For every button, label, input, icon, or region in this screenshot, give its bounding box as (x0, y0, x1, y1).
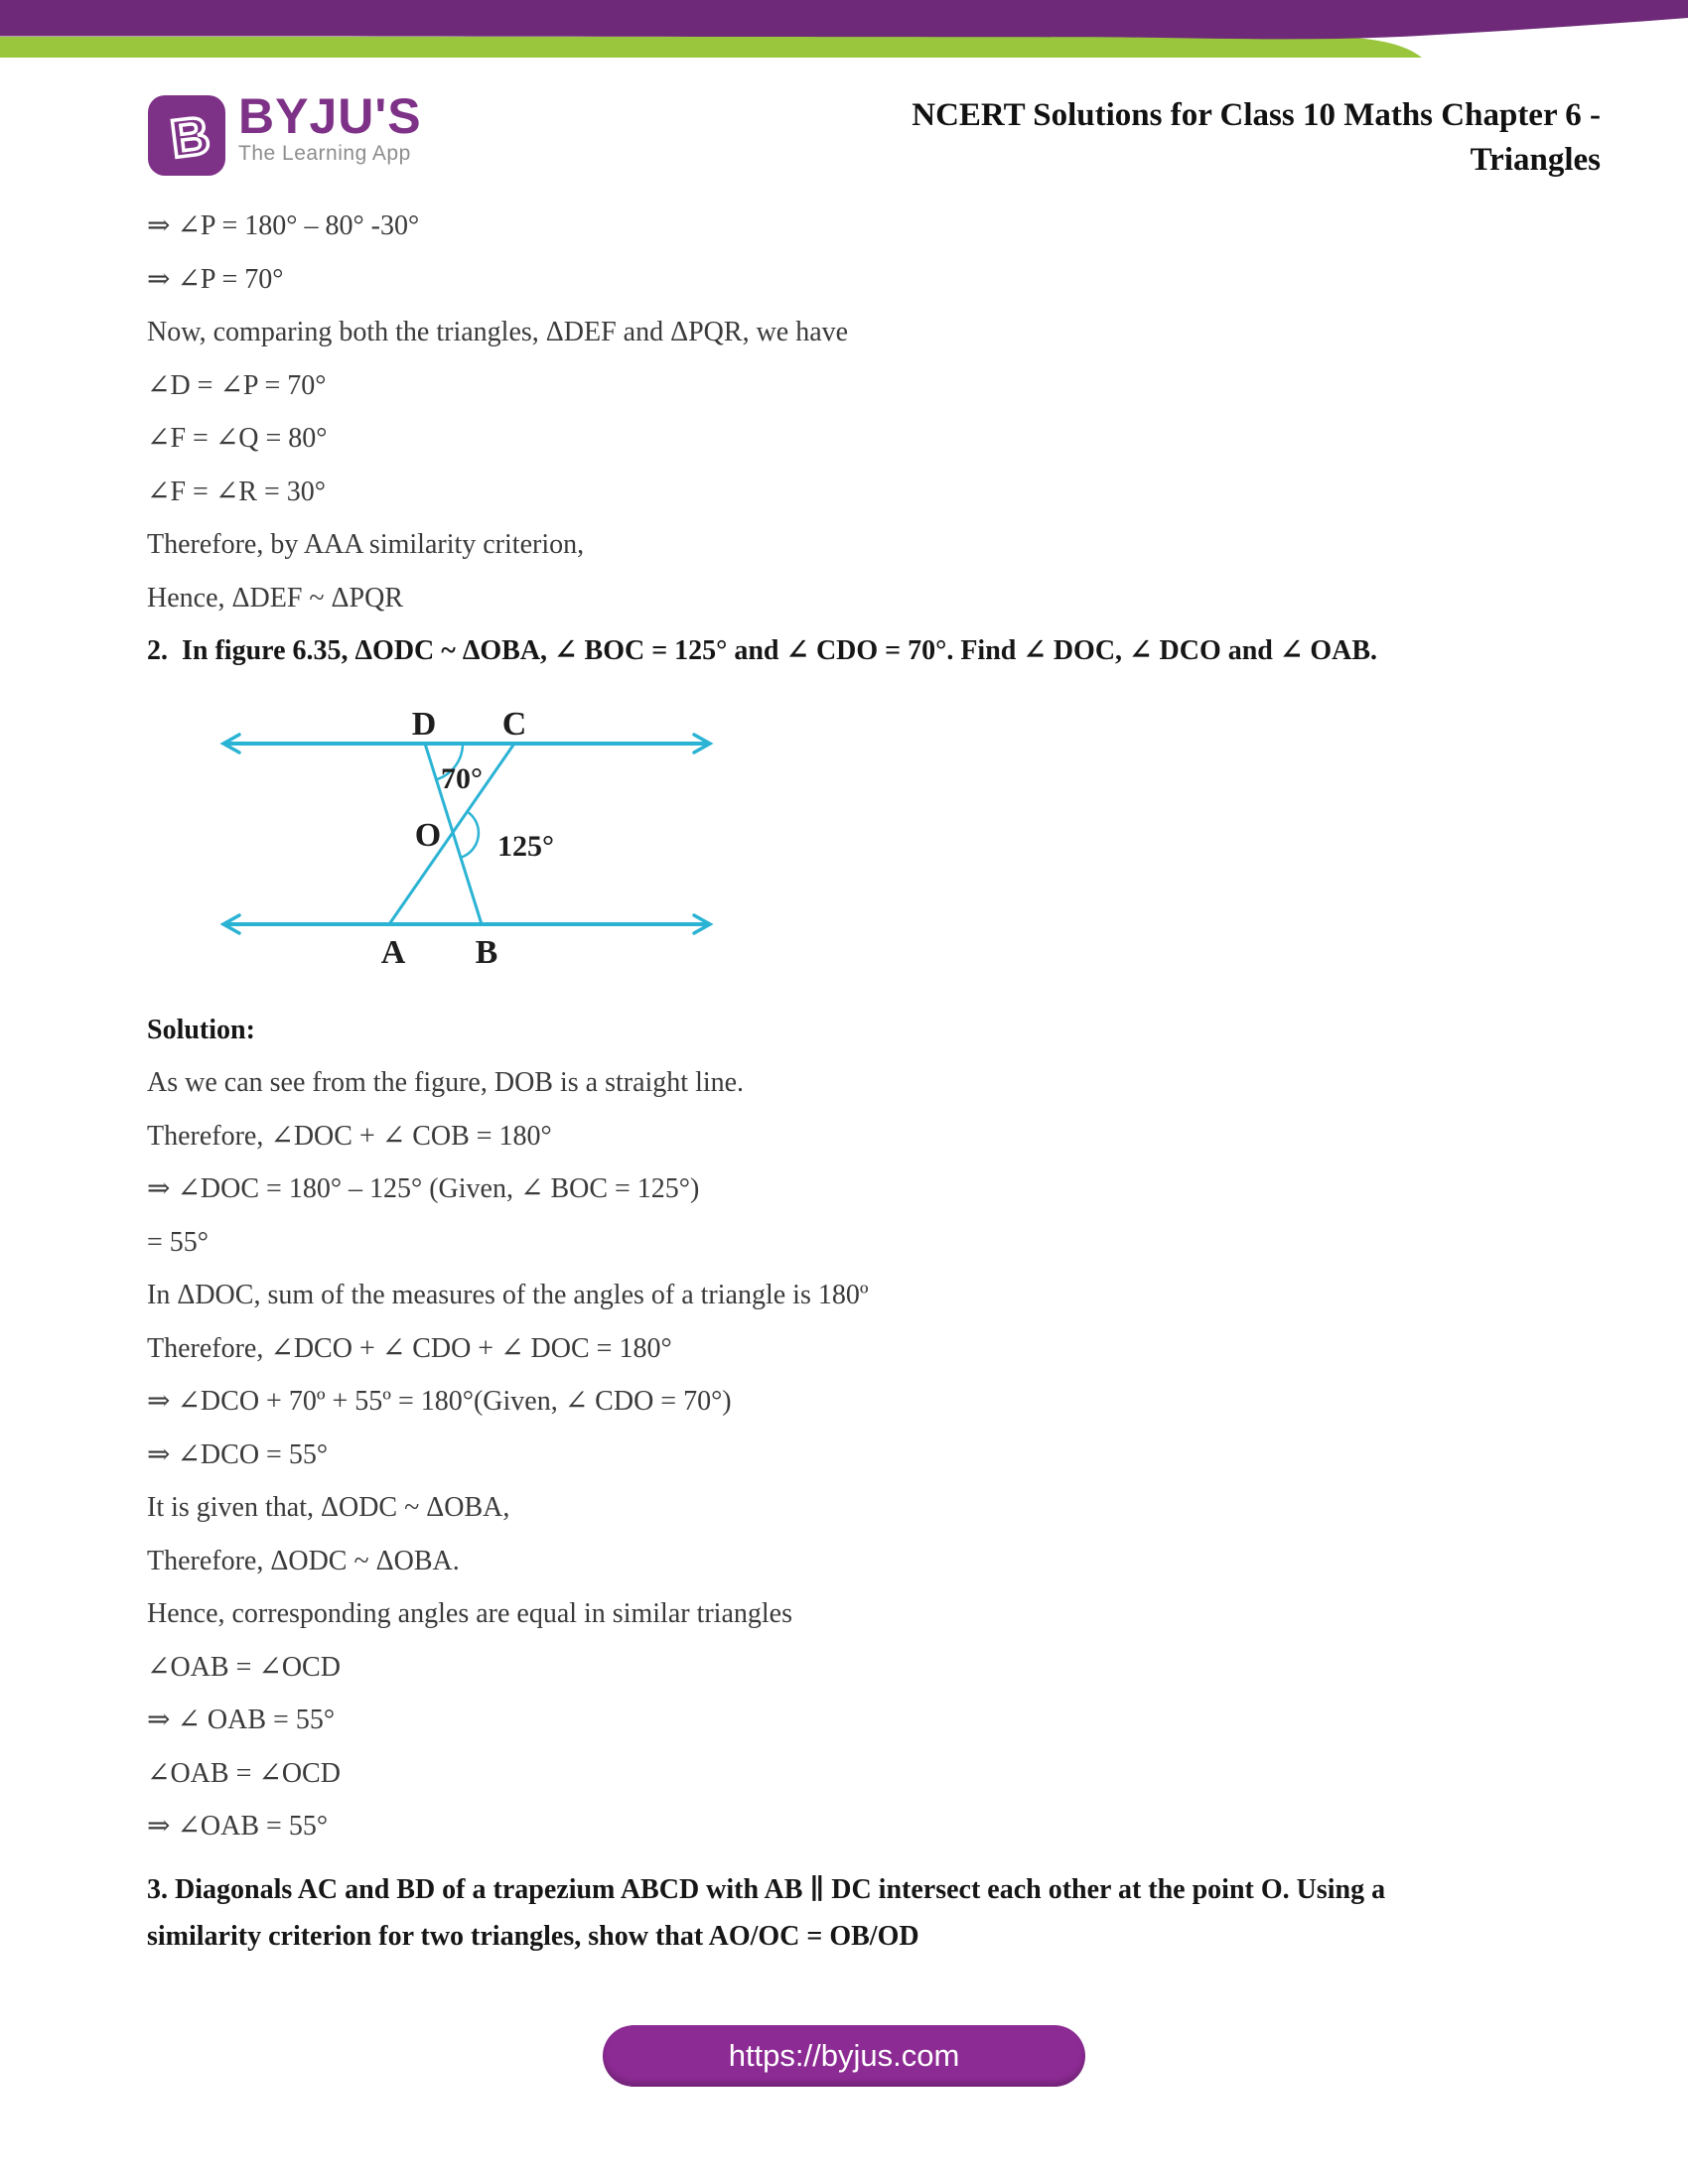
math-line: As we can see from the figure, DOB is a straight line. (147, 1067, 745, 1098)
math-line: ∠F = ∠Q = 80° (147, 423, 328, 454)
solution-heading: Solution: (147, 1014, 255, 1045)
math-line: In ΔDOC, sum of the measures of the angles of a triangle is 180º (147, 1280, 869, 1310)
question-2: 2. In figure 6.35, ΔODC ~ ΔOBA, ∠ BOC = 125° and ∠ CDO = 70°. Find ∠ DOC, ∠ DCO and ∠ OAB. (147, 635, 1377, 666)
byjus-link-button[interactable] (603, 2025, 1085, 2087)
math-line: = 55° (147, 1226, 209, 1258)
figure-label-o: O (414, 816, 442, 854)
byjus-logo (147, 88, 422, 178)
figure-label-a: A (380, 933, 406, 971)
math-line: It is given that, ΔODC ~ ΔOBA, (147, 1492, 510, 1523)
page-title (912, 93, 1601, 183)
math-line: ⇒ ∠P = 180° – 80° -30° (147, 210, 420, 241)
math-line: ∠OAB = ∠OCD (147, 1757, 341, 1789)
math-line: Therefore, ∠DOC + ∠ COB = 180° (147, 1120, 552, 1152)
math-line: Now, comparing both the triangles, ΔDEF and ΔPQR, we have (147, 317, 849, 347)
figure-angle-125: 125° (497, 829, 554, 863)
math-line: Therefore, by AAA similarity criterion, (147, 529, 585, 560)
figure-label-d: D (411, 705, 437, 743)
math-line: ⇒ ∠OAB = 55° (147, 1811, 329, 1842)
math-line: ∠F = ∠R = 30° (147, 476, 326, 507)
question-3-line2: similarity criterion for two triangles, show that AO/OC = OB/OD (147, 1920, 919, 1952)
math-line: Therefore, ∠DCO + ∠ CDO + ∠ DOC = 180° (147, 1332, 672, 1364)
math-line: ⇒ ∠P = 70° (147, 263, 284, 295)
math-line: ∠D = ∠P = 70° (147, 369, 327, 401)
math-line: ⇒ ∠DCO + 70º + 55º = 180°(Given, ∠ CDO = 70°) (147, 1386, 732, 1417)
math-line: Hence, corresponding angles are equal in similar triangles (147, 1598, 792, 1629)
math-line: Hence, ΔDEF ~ ΔPQR (147, 582, 404, 614)
figure-6-35 (199, 691, 715, 989)
green-stripe (0, 37, 1422, 58)
math-line: ⇒ ∠ OAB = 55° (147, 1705, 336, 1735)
math-line: ⇒ ∠DOC = 180° – 125° (Given, ∠ BOC = 125°) (147, 1173, 700, 1204)
page-title-line2: Triangles (1470, 142, 1601, 178)
figure-angle-70: 70° (441, 761, 483, 795)
question-3-line1: 3. Diagonals AC and BD of a trapezium ABCD with AB ∥ DC intersect each other at the point O. Using a (147, 1873, 1386, 1905)
math-line: ⇒ ∠DCO = 55° (147, 1438, 329, 1470)
math-line: ∠OAB = ∠OCD (147, 1651, 341, 1683)
logo-b-icon: B (167, 105, 213, 170)
byjus-link-text: https://byjus.com (728, 2038, 960, 2073)
purple-swoosh (0, 0, 1688, 39)
logo-brand-text: BYJU'S (238, 88, 422, 144)
solution-body (147, 212, 1617, 1960)
math-line: Therefore, ΔODC ~ ΔOBA. (147, 1545, 460, 1576)
byjus-logo-icon (147, 92, 226, 178)
page-title-line1: NCERT Solutions for Class 10 Maths Chapter 6 - (912, 97, 1601, 133)
figure-label-b: B (475, 933, 498, 971)
logo-tagline: The Learning App (238, 142, 411, 165)
figure-label-c: C (501, 705, 527, 743)
